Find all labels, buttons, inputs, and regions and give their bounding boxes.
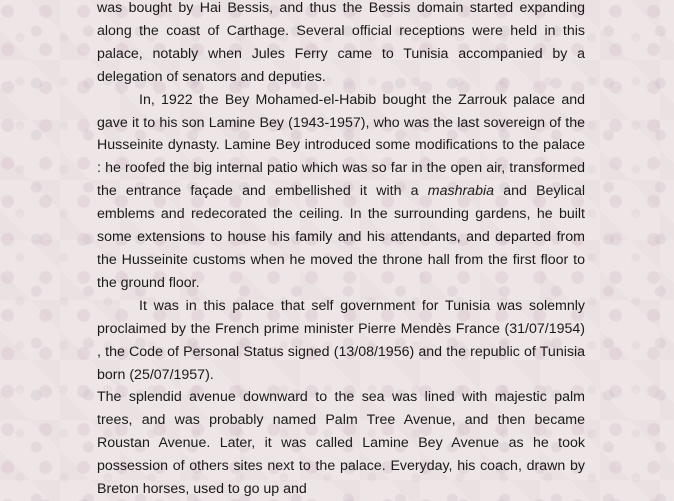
document-body	[97, 0, 585, 501]
paragraph-self-government: It was in this palace that self government for Tunisia was solemnly proclaimed by the French prime minister Pierre Mendès France (31/07/1954) , the Code of Personal Status signed (13/08/1956) and the republic of Tunisia born (25/07/1957).	[97, 297, 585, 383]
paragraph-text-end: and Beylical emblems and redecorated the ceiling. In the surrounding gardens, he built some extensions to house his family and his attendants, and departed from the Husseinite customs when he moved the throne hall from the first floor to the ground floor.	[97, 183, 585, 291]
mashrabia-term: mashrabia	[427, 183, 495, 200]
paragraph-lamine-bey	[97, 89, 585, 295]
paragraph-text-start: In, 1922 the Bey Mohamed-el-Habib bought the Zarrouk palace and gave it to his son Lamine Bey (1943-1957), who was the last sovereign of the Husseinite dynasty. Lamine Bey introduced some modifications to the palace : he roofed the big internal patio which was so far in the open air, transformed the entrance façade and embellished it with a	[97, 91, 585, 200]
paragraph-bessis-domain: was bought by Hai Bessis, and thus the Bessis domain started expanding along the coast of Carthage. Several official receptions were held in this palace, notably when Jules Ferry came to Tunisia accompanied by a delegation of senators and deputies.	[97, 0, 585, 85]
paragraph-avenue: The splendid avenue downward to the sea was lined with majestic palm trees, and was probably named Palm Tree Avenue, and then became Roustan Avenue. Later, it was called Lamine Bey Avenue as he took possession of others sites next to the palace. Everyday, his coach, drawn by Breton horses, used to go up and	[97, 389, 585, 498]
